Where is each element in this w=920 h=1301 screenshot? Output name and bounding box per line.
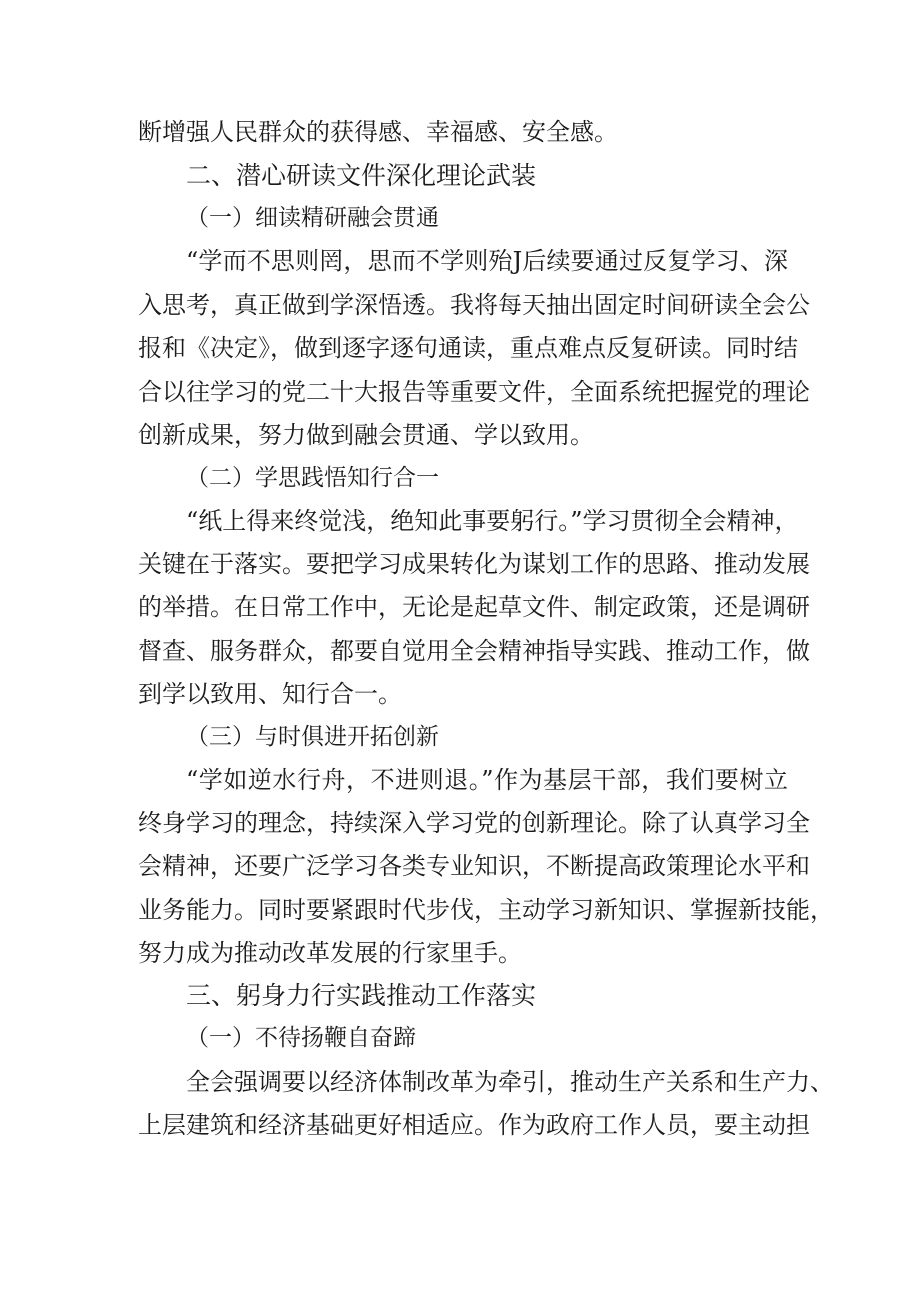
paragraph-line: 关键在于落实。要把学习成果转化为谋划工作的思路、推动发展 bbox=[138, 550, 810, 578]
paragraph-line: “学如逆水行舟，不进则退。”作为基层干部，我们要树立 bbox=[186, 766, 788, 794]
paragraph-line: 督查、服务群众，都要自觉用全会精神指导实践、推动工作，做 bbox=[138, 637, 810, 665]
paragraph-line: 的举措。在日常工作中，无论是起草文件、制定政策，还是调研 bbox=[138, 593, 810, 621]
paragraph-line: 会精神，还要广泛学习各类专业知识，不断提高政策理论水平和 bbox=[138, 852, 810, 880]
paragraph-line: 全会强调要以经济体制改革为牵引，推动生产关系和生产力、 bbox=[186, 1068, 834, 1096]
paragraph-line: 业务能力。同时要紧跟时代步伐，主动学习新知识、掌握新技能， bbox=[138, 896, 834, 924]
subheading-2-1: （一）细读精研融会贯通 bbox=[186, 205, 439, 231]
subheading-3-1: （一）不待扬鞭自奋蹄 bbox=[186, 1025, 416, 1051]
section-heading-3: 三、躬身力行实践推动工作落实 bbox=[186, 981, 537, 1010]
paragraph-line: “纸上得来终觉浅，绝知此事要躬行。”学习贯彻全会精神， bbox=[186, 507, 799, 535]
subheading-2-3: （三）与时俱进开拓创新 bbox=[186, 724, 439, 750]
paragraph-line: 合以往学习的党二十大报告等重要文件，全面系统把握党的理论 bbox=[138, 378, 810, 406]
paragraph-line: 到学以致用、知行合一。 bbox=[138, 680, 402, 708]
paragraph-line: 断增强人民群众的获得感、幸福感、安全感。 bbox=[138, 118, 618, 146]
subheading-2-2: （二）学思践悟知行合一 bbox=[186, 465, 439, 491]
paragraph-line: 入思考，真正做到学深悟透。我将每天抽出固定时间研读全会公 bbox=[138, 291, 810, 319]
paragraph-line: 终身学习的理念，持续深入学习党的创新理论。除了认真学习全 bbox=[138, 809, 810, 837]
paragraph-line: 努力成为推动改革发展的行家里手。 bbox=[138, 939, 522, 967]
paragraph-line: “学而不思则罔，思而不学则殆J后续要通过反复学习、深 bbox=[186, 247, 788, 275]
paragraph-line: 上层建筑和经济基础更好相适应。作为政府工作人员，要主动担 bbox=[138, 1111, 810, 1139]
paragraph-line: 创新成果，努力做到融会贯通、学以致用。 bbox=[138, 421, 594, 449]
section-heading-2: 二、潜心研读文件深化理论武装 bbox=[186, 161, 537, 190]
paragraph-line: 报和《决定》，做到逐字逐句通读，重点难点反复研读。同时结 bbox=[138, 334, 798, 362]
